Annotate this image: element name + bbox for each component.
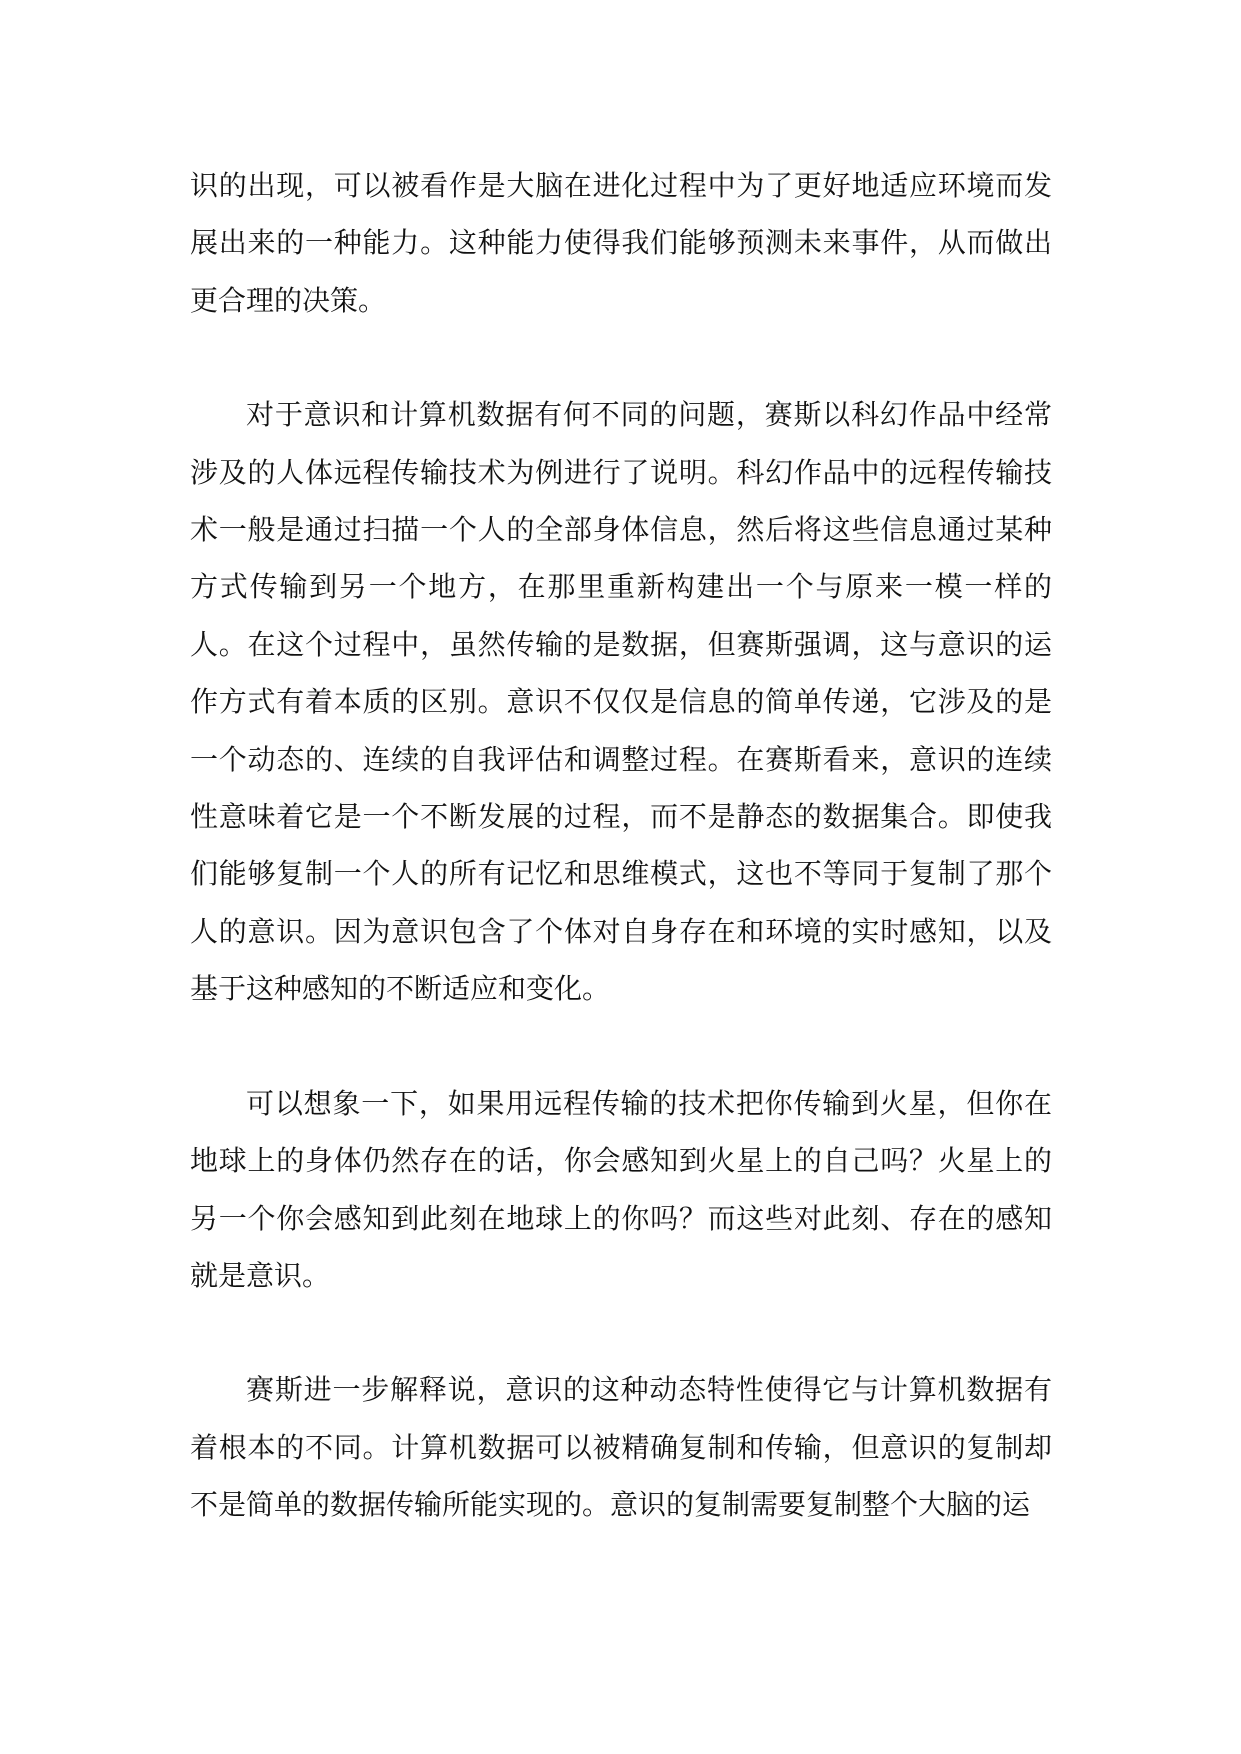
paragraph-4: 赛斯进一步解释说，意识的这种动态特性使得它与计算机数据有着根本的不同。计算机数据可以被精确复制和传输，但意识的复制却不是简单的数据传输所能实现的。意识的复制需要复制整个大脑的运	[190, 1373, 1052, 1522]
document-body	[190, 157, 1052, 1534]
paragraph-3: 可以想象一下，如果用远程传输的技术把你传输到火星，但你在地球上的身体仍然存在的话，你会感知到火星上的自己吗？火星上的另一个你会感知到此刻在地球上的你吗？而这些对此刻、存在的感知就是意识。	[190, 1086, 1052, 1292]
paragraph-gap	[190, 1304, 1052, 1361]
paragraph-gap	[190, 1018, 1052, 1075]
paragraph-2: 对于意识和计算机数据有何不同的问题，赛斯以科幻作品中经常涉及的人体远程传输技术为例进行了说明。科幻作品中的远程传输技术一般是通过扫描一个人的全部身体信息，然后将这些信息通过某种方式传输到另一个地方，在那里重新构建出一个与原来一模一样的人。在这个过程中，虽然传输的是数据，但赛斯强调，这与意识的运作方式有着本质的区别。意识不仅仅是信息的简单传递，它涉及的是一个动态的、连续的自我评估和调整过程。在赛斯看来，意识的连续性意味着它是一个不断发展的过程，而不是静态的数据集合。即使我们能够复制一个人的所有记忆和思维模式，这也不等同于复制了那个人的意识。因为意识包含了个体对自身存在和环境的实时感知，以及基于这种感知的不断适应和变化。	[190, 398, 1052, 1006]
paragraph-1: 识的出现，可以被看作是大脑在进化过程中为了更好地适应环境而发展出来的一种能力。这种能力使得我们能够预测未来事件，从而做出更合理的决策。	[190, 169, 1052, 317]
paragraph-gap	[190, 329, 1052, 386]
